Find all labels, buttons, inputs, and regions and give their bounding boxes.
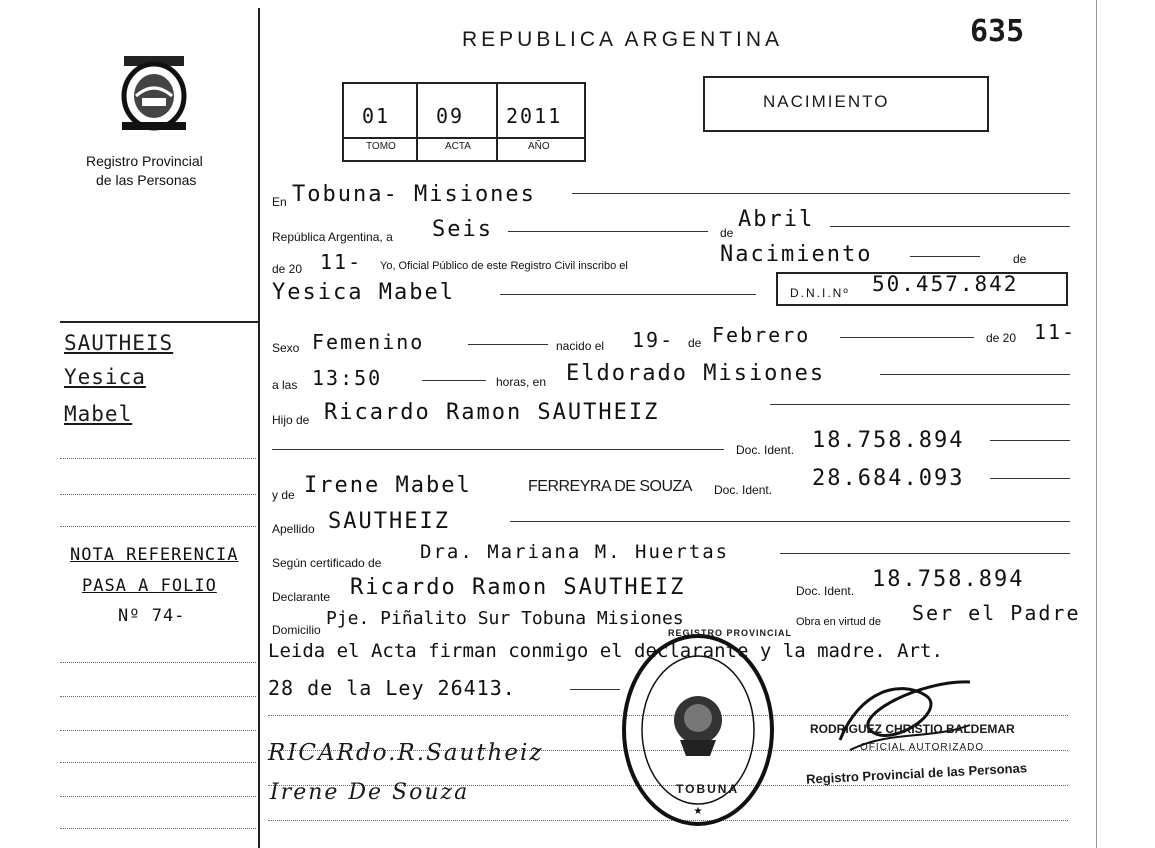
year-prefix-label: de 20: [272, 262, 303, 276]
ano-label: AÑO: [528, 141, 550, 152]
apellido-label: Apellido: [272, 522, 315, 536]
mother-name-value: Irene Mabel: [304, 473, 472, 498]
left-margin-border: [258, 8, 260, 848]
officer-text: Yo, Oficial Público de este Registro Civil inscribo el: [380, 260, 628, 272]
registry-name-line1: Registro Provincial: [86, 153, 203, 169]
closing-note-line2: 28 de la Ley 26413.: [268, 676, 516, 700]
father-name-value: Ricardo Ramon SAUTHEIZ: [324, 400, 660, 425]
margin-dotted-line: [60, 662, 256, 663]
certificado-label: Según certificado de: [272, 556, 382, 570]
place-value: Tobuna- Misiones: [292, 182, 536, 207]
ano-value: 2011: [506, 104, 563, 128]
svg-text:★: ★: [693, 806, 703, 817]
child-name-value: Yesica Mabel: [272, 280, 455, 305]
tomo-label: TOMO: [366, 141, 396, 152]
year-suffix-value: 11-: [320, 250, 363, 274]
form-line: [570, 689, 620, 690]
margin-dotted-line: [60, 730, 256, 731]
stamp-agency-line: Registro Provincial de las Personas: [805, 760, 1028, 787]
de-label-3: de: [688, 336, 702, 350]
margin-dotted-line: [60, 762, 256, 763]
margin-dotted-line: [60, 494, 256, 495]
stamp-name-line: RODRIGUEZ CHRISTIO BALDEMAR: [810, 722, 1015, 736]
sexo-value: Femenino: [312, 330, 425, 354]
de-label-2: de: [1013, 252, 1027, 266]
form-line: [910, 256, 980, 257]
margin-dotted-line: [60, 796, 256, 797]
form-line: [780, 553, 1070, 554]
doc-label-3: Doc. Ident.: [796, 584, 855, 598]
form-line: [468, 344, 548, 345]
form-line: [272, 449, 724, 450]
form-line: [840, 337, 974, 338]
record-box-divider-1: [416, 82, 418, 160]
obra-value: Ser el Padre: [912, 601, 1081, 625]
margin-note-line3: Nº 74-: [118, 606, 186, 626]
birth-month-value: Febrero: [712, 323, 811, 347]
declarante-label: Declarante: [272, 590, 331, 604]
form-line: [990, 440, 1070, 441]
province-crest-icon: [112, 50, 196, 134]
margin-dotted-line: [60, 828, 256, 829]
alas-label: a las: [272, 378, 298, 392]
form-line: [500, 294, 756, 295]
mother-signature: Irene De Souza: [270, 780, 470, 805]
de20-label: de 20: [986, 331, 1017, 345]
form-line: [830, 226, 1070, 227]
margin-dotted-line: [60, 458, 256, 459]
page-number: 635: [970, 14, 1025, 49]
dni-label: D.N.I.Nº: [790, 286, 850, 300]
day-value: Seis: [432, 217, 493, 242]
mother-surname-value: FERREYRA DE SOUZA: [528, 478, 692, 495]
acta-label: ACTA: [445, 141, 471, 152]
margin-first-name: Yesica: [64, 365, 146, 389]
birth-place-value: Eldorado Misiones: [566, 361, 826, 386]
en-label: En: [272, 195, 287, 209]
stamp-role-line: OFICIAL AUTORIZADO: [860, 742, 985, 753]
domicilio-label: Domicilio: [272, 623, 321, 637]
birth-year-value: 11-: [1034, 320, 1077, 344]
form-line: [880, 374, 1070, 375]
sexo-label: Sexo: [272, 341, 300, 355]
doc-label: Doc. Ident.: [736, 443, 795, 457]
de-label: de: [720, 226, 734, 240]
margin-dotted-line: [60, 526, 256, 527]
apellido-value: SAUTHEIZ: [328, 509, 450, 534]
acta-value: 09: [436, 104, 465, 128]
father-signature: RICARdo.R.Sautheiz: [268, 740, 544, 766]
registry-name-line2: de las Personas: [96, 172, 197, 188]
record-type: NACIMIENTO: [763, 92, 890, 111]
domicilio-value: Pje. Piñalito Sur Tobuna Misiones: [326, 608, 684, 629]
father-doc-value: 18.758.894: [812, 428, 965, 453]
birth-time-value: 13:50: [312, 366, 383, 390]
nacido-label: nacido el: [556, 339, 605, 353]
margin-note-line1: NOTA REFERENCIA: [70, 545, 239, 565]
seal-bottom-text: TOBUNA: [676, 782, 740, 796]
right-margin-border: [1096, 0, 1097, 848]
margin-dotted-line: [60, 696, 256, 697]
declarante-name-value: Ricardo Ramon SAUTHEIZ: [350, 575, 686, 600]
registry-seal-icon: [618, 630, 778, 830]
margin-note-line2: PASA A FOLIO: [82, 576, 217, 596]
form-line: [770, 404, 1070, 405]
form-line: [510, 521, 1070, 522]
mother-doc-value: 28.684.093: [812, 466, 965, 491]
form-line: [422, 380, 486, 381]
margin-surname: SAUTHEIS: [64, 331, 174, 355]
form-line: [572, 193, 1070, 194]
hijo-label: Hijo de: [272, 413, 310, 427]
seal-top-text: REGISTRO PROVINCIAL: [668, 628, 793, 638]
act-type-value: Nacimiento: [720, 242, 873, 267]
obra-label: Obra en virtud de: [796, 616, 881, 628]
doctor-value: Dra. Mariana M. Huertas: [420, 541, 730, 563]
closing-note-line1: Leida el Acta firman conmigo el declarante y la madre. Art.: [268, 640, 943, 662]
form-line: [990, 478, 1070, 479]
left-column-divider: [60, 321, 258, 323]
dni-value: 50.457.842: [872, 272, 1019, 296]
record-box-label-rule: [342, 137, 584, 139]
republica-label: República Argentina, a: [272, 230, 393, 244]
doc-label-2: Doc. Ident.: [714, 483, 773, 497]
declarante-doc-value: 18.758.894: [872, 567, 1025, 592]
birth-day-value: 19-: [632, 328, 675, 352]
month-value: Abril: [738, 207, 815, 232]
horas-label: horas, en: [496, 375, 547, 389]
yde-label: y de: [272, 488, 295, 502]
country-title: REPUBLICA ARGENTINA: [462, 28, 784, 51]
margin-second-name: Mabel: [64, 402, 133, 426]
form-line: [508, 231, 708, 232]
record-box-divider-2: [496, 82, 498, 160]
tomo-value: 01: [362, 104, 391, 128]
